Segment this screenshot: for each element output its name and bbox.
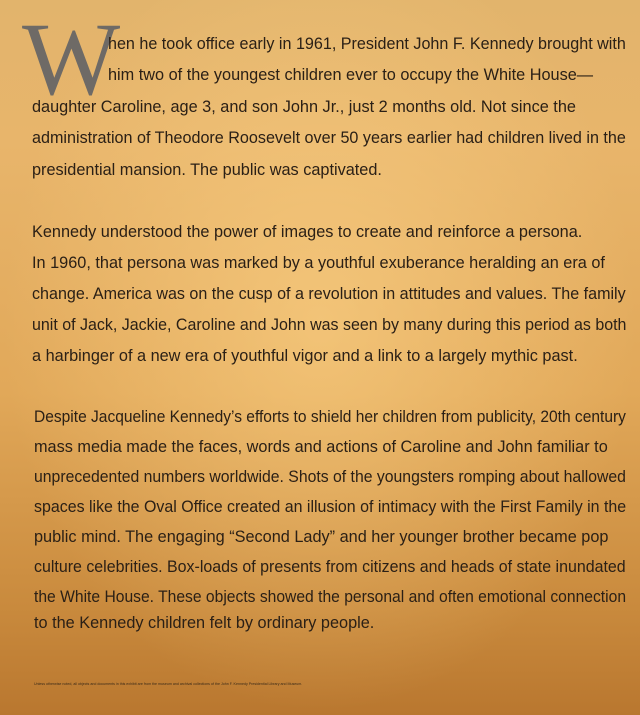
- paragraph-1-line-3: daughter Caroline, age 3, and son John Jr., just 2 months old. Not since the: [32, 98, 576, 116]
- drop-cap-letter: W: [22, 2, 117, 117]
- paragraph-3-line-5: public mind. The engaging “Second Lady” and her younger brother became pop: [34, 528, 609, 546]
- paragraph-2-line-4: unit of Jack, Jackie, Caroline and John was seen by many during this period as both: [32, 316, 627, 334]
- paragraph-3-line-6: culture celebrities. Box-loads of presents from citizens and heads of state inundated: [34, 558, 626, 576]
- paragraph-2-line-3: change. America was on the cusp of a revolution in attitudes and values. The family: [32, 285, 626, 303]
- paragraph-2-line-1: Kennedy understood the power of images to create and reinforce a persona.: [32, 223, 583, 241]
- paragraph-3-line-1: Despite Jacqueline Kennedy’s efforts to shield her children from publicity, 20th century: [34, 408, 626, 426]
- paragraph-1-line-5: presidential mansion. The public was captivated.: [32, 161, 382, 179]
- footnote-credit: Unless otherwise noted, all objects and documents in this exhibit are from the museum and archival collections of the John F. Kennedy Presidential Library and Museum.: [34, 682, 303, 686]
- paragraph-3-line-8: to the Kennedy children felt by ordinary people.: [34, 614, 375, 632]
- paragraph-3-line-4: spaces like the Oval Office created an illusion of intimacy with the First Family in the: [34, 498, 627, 516]
- paragraph-3-line-7: the White House. These objects showed the personal and often emotional connection: [34, 588, 627, 606]
- paragraph-2-line-2: In 1960, that persona was marked by a youthful exuberance heralding an era of: [32, 254, 605, 272]
- paragraph-3-line-3: unprecedented numbers worldwide. Shots of the youngsters romping about hallowed: [34, 468, 626, 486]
- paragraph-1-line-2: him two of the youngest children ever to occupy the White House—: [108, 66, 594, 84]
- paragraph-1-line-4: administration of Theodore Roosevelt over 50 years earlier had children lived in the: [32, 129, 626, 147]
- paragraph-1-line-1: hen he took office early in 1961, President John F. Kennedy brought with: [108, 35, 626, 53]
- paragraph-2-line-5: a harbinger of a new era of youthful vigor and a link to a largely mythic past.: [32, 347, 578, 365]
- paragraph-3-line-2: mass media made the faces, words and actions of Caroline and John familiar to: [34, 438, 608, 456]
